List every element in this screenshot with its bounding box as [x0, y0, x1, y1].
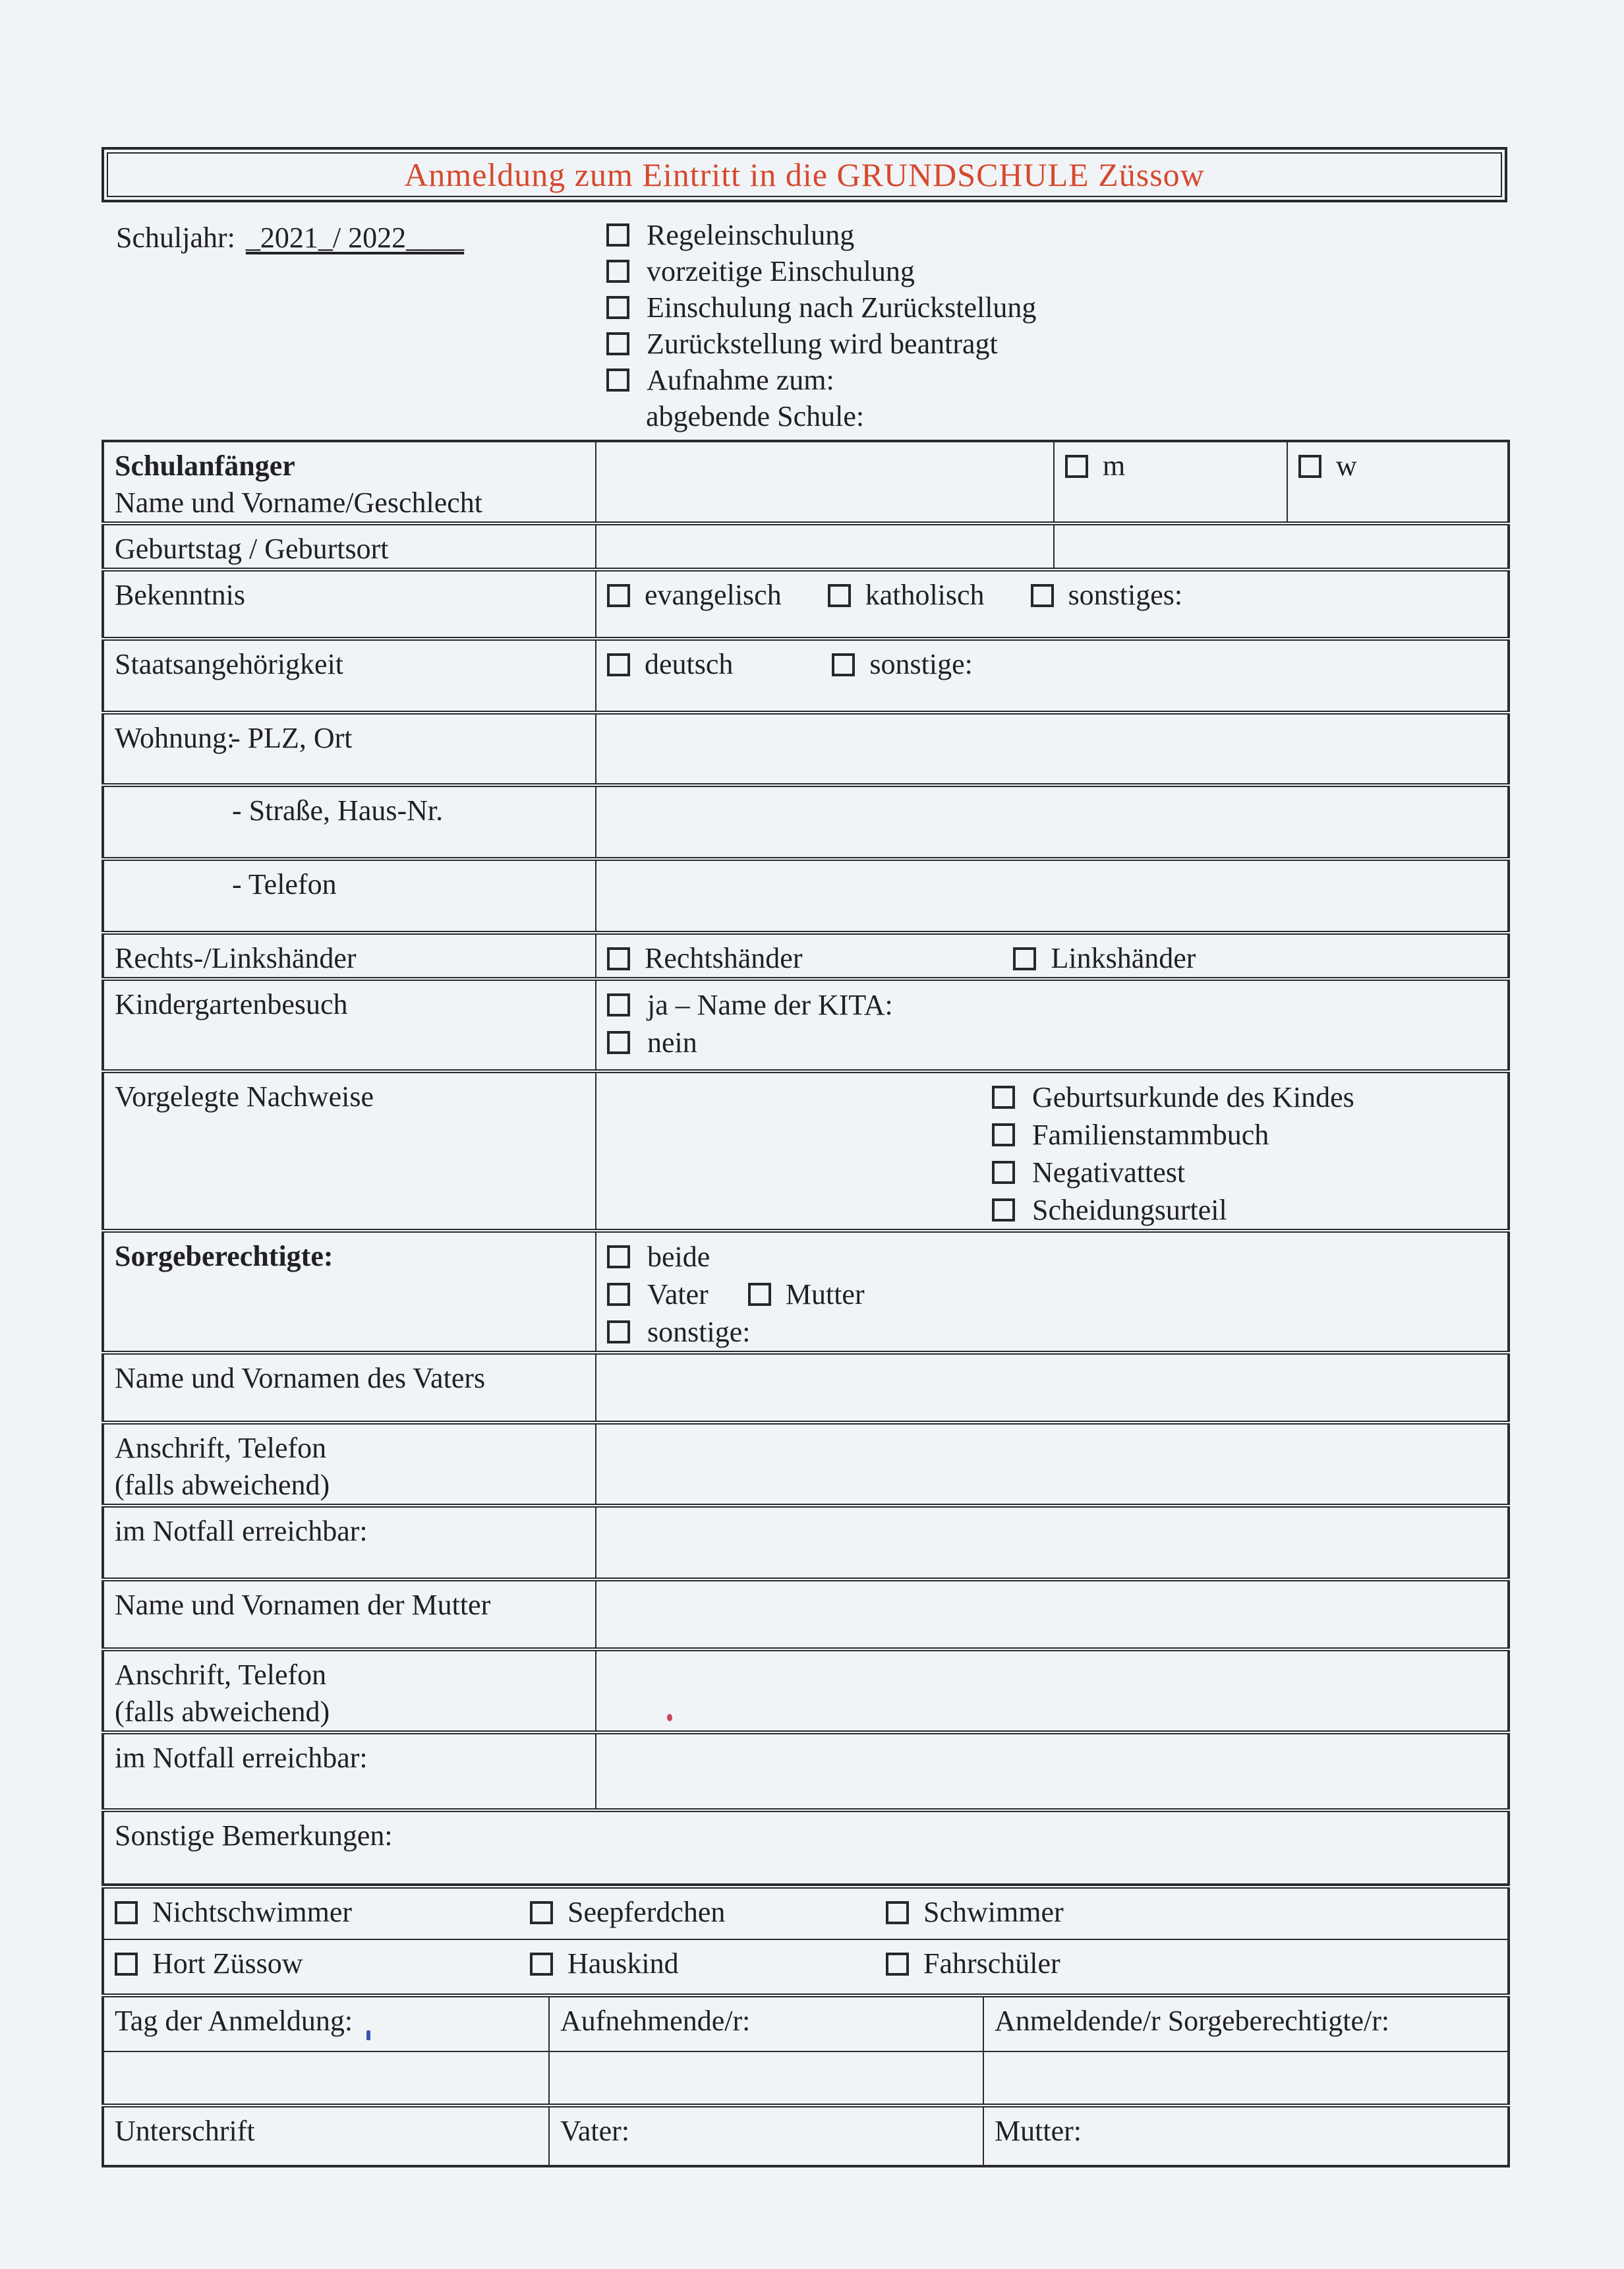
option-label: nein: [647, 1026, 697, 1059]
input-cell-telefon[interactable]: [596, 859, 1509, 933]
wohnung-label: Wohnung:: [115, 722, 235, 754]
sorgeberechtigte-label-cell: Sorgeberechtigte:: [103, 1231, 596, 1353]
option-sonstige-sorge: [607, 1313, 1503, 1351]
option-label: Einschulung nach Zurückstellung: [647, 291, 1037, 324]
option-label: Mutter: [785, 1278, 865, 1311]
input-cell-geburtsort[interactable]: [1054, 523, 1509, 570]
anmeldende-cell: Anmeldende/r Sorgeberechtigte/r:: [983, 1995, 1509, 2051]
gender-female-cell: [1287, 441, 1509, 523]
input-cell-anmeldende[interactable]: [983, 2051, 1509, 2106]
unterschrift-label-cell: Unterschrift: [103, 2106, 549, 2166]
row-staatsangehoerigkeit: [103, 639, 1509, 713]
row-anschrift-mutter: [103, 1649, 1509, 1732]
sorgeberechtigte-options-cell: [596, 1231, 1509, 1353]
checkbox-icon[interactable]: [992, 1123, 1015, 1146]
anschrift-mutter-label-cell: [103, 1649, 596, 1732]
option-nichtschwimmer: [115, 1894, 530, 1931]
option-hauskind: [530, 1945, 886, 1982]
schwimmen-options-cell: [103, 1887, 1509, 1939]
checkbox-icon[interactable]: [1065, 455, 1088, 478]
wohnung-strasse-label-cell: [103, 785, 596, 859]
unterschrift-vater-cell[interactable]: Vater:: [549, 2106, 983, 2166]
mutter-name-label-cell: Name und Vornamen der Mutter: [103, 1579, 596, 1649]
wohnung-strasse-label: - Straße, Haus-Nr.: [232, 794, 444, 827]
gender-male-cell: [1054, 441, 1287, 523]
checkbox-icon[interactable]: [530, 1953, 553, 1976]
checkbox-icon[interactable]: [607, 993, 630, 1017]
option-beide: [607, 1238, 1503, 1276]
option-label: evangelisch: [645, 579, 782, 611]
row-geburtstag: [103, 523, 1509, 570]
row-vater-name: [103, 1353, 1509, 1423]
checkbox-icon[interactable]: [992, 1198, 1015, 1222]
checkbox-icon[interactable]: [606, 332, 629, 355]
row-notfall-mutter: [103, 1732, 1509, 1810]
schuljahr-section: [102, 217, 1507, 434]
checkbox-icon[interactable]: [828, 584, 851, 607]
input-cell-geburtstag[interactable]: [596, 523, 1054, 570]
option-aufnahme-zum: [606, 362, 1507, 398]
checkbox-icon[interactable]: [886, 1953, 909, 1976]
checkbox-icon[interactable]: [607, 584, 630, 607]
option-fahrschueler: [886, 1945, 1060, 1982]
row-schwimmen: [103, 1887, 1509, 1939]
option-female: [1298, 448, 1357, 485]
scan-speck: [667, 1714, 672, 1721]
option-label: beide: [647, 1240, 710, 1273]
bemerkungen-label: Sonstige Bemerkungen:: [115, 1819, 393, 1852]
tag-der-anmeldung-cell: Tag der Anmeldung:: [103, 1995, 549, 2051]
abgebende-schule-line: [606, 398, 1507, 434]
option-sonstige-staatsangehoerigkeit: [832, 646, 972, 683]
checkbox-icon[interactable]: [115, 1953, 138, 1976]
checkbox-icon[interactable]: [607, 1320, 630, 1343]
option-label: sonstige:: [869, 648, 973, 680]
row-wohnung-plz: [103, 713, 1509, 785]
checkbox-icon[interactable]: [1013, 947, 1036, 970]
abgebende-schule-label: abgebende Schule:: [646, 400, 865, 432]
option-label: katholisch: [865, 579, 985, 611]
option-vater-mutter-line: [607, 1276, 1503, 1313]
row-nachweise: [103, 1071, 1509, 1231]
option-scheidungsurteil: [992, 1191, 1503, 1229]
checkbox-icon[interactable]: [992, 1086, 1015, 1109]
row-mutter-name: [103, 1579, 1509, 1649]
option-einschulung-nach-zurueckstellung: [606, 289, 1507, 326]
nachweise-label-cell: Vorgelegte Nachweise: [103, 1071, 596, 1231]
option-zurueckstellung-beantragt: [606, 326, 1507, 362]
wohnung-telefon-label: - Telefon: [232, 868, 337, 900]
row-bemerkungen: [103, 1810, 1509, 1884]
row-anmeldung: [103, 1995, 1509, 2051]
row-anschrift-vater: [103, 1423, 1509, 1506]
haendigkeit-options-cell: [596, 933, 1509, 979]
input-cell-vater-name[interactable]: [596, 1353, 1509, 1423]
option-label: Linkshänder: [1051, 942, 1196, 974]
staatsangehoerigkeit-options-cell: [596, 639, 1509, 713]
option-schwimmer: [886, 1894, 1064, 1931]
option-label: deutsch: [645, 648, 734, 680]
scan-speck: [366, 2030, 370, 2040]
option-label: Fahrschüler: [923, 1947, 1060, 1980]
row-wohnung-telefon: [103, 859, 1509, 933]
option-label: Geburtsurkunde des Kindes: [1032, 1080, 1354, 1113]
option-label: ja – Name der KITA:: [647, 988, 893, 1021]
unterschrift-mutter-cell[interactable]: Mutter:: [983, 2106, 1509, 2166]
option-kita-nein: [607, 1024, 1503, 1061]
option-rechtshaender: [607, 940, 802, 977]
input-cell-anschrift-vater[interactable]: [596, 1423, 1509, 1506]
kindergarten-options-cell: [596, 979, 1509, 1071]
input-cell-mutter-name[interactable]: [596, 1579, 1509, 1649]
checkbox-icon[interactable]: [607, 1031, 630, 1054]
option-label: m: [1103, 450, 1126, 482]
row-bekenntnis: [103, 570, 1509, 639]
input-cell-aufnehmende[interactable]: [549, 2051, 983, 2106]
row-schulanfaenger: [103, 441, 1509, 523]
option-negativattest: [992, 1154, 1503, 1191]
option-label: Rechtshänder: [645, 942, 803, 974]
checkbox-icon[interactable]: [832, 653, 855, 676]
option-seepferdchen: [530, 1894, 886, 1931]
checkbox-icon[interactable]: [606, 368, 629, 392]
kindergarten-label-cell: Kindergartenbesuch: [103, 979, 596, 1071]
option-mutter: [748, 1276, 865, 1313]
option-evangelisch: [607, 577, 782, 614]
schulanfaenger-title: Schulanfänger: [115, 450, 295, 482]
input-cell-tag[interactable]: [103, 2051, 549, 2106]
row-notfall-vater: [103, 1506, 1509, 1579]
geburtstag-label-cell: Geburtstag / Geburtsort: [103, 523, 596, 570]
row-sorgeberechtigte: [103, 1231, 1509, 1353]
option-label: Hauskind: [567, 1947, 679, 1980]
anschrift-label: Anschrift, Telefon: [115, 1659, 327, 1691]
option-label: Regeleinschulung: [647, 219, 855, 251]
row-haendigkeit: [103, 933, 1509, 979]
option-geburtsurkunde: [992, 1078, 1503, 1116]
option-label: Familienstammbuch: [1032, 1118, 1269, 1151]
checkbox-icon[interactable]: [530, 1901, 553, 1924]
input-cell-notfall-mutter[interactable]: [596, 1732, 1509, 1810]
page-title: Anmeldung zum Eintritt in die GRUNDSCHULE Züssow: [404, 156, 1205, 193]
checkbox-icon[interactable]: [607, 1283, 630, 1306]
checkbox-icon[interactable]: [748, 1283, 771, 1306]
input-cell-name[interactable]: [596, 441, 1054, 523]
option-linkshaender: [1013, 940, 1196, 977]
row-wohnung-strasse: [103, 785, 1509, 859]
anschrift-label2: (falls abweichend): [115, 1695, 330, 1728]
bekenntnis-label-cell: Bekenntnis: [103, 570, 596, 639]
option-label: Zurückstellung wird beantragt: [647, 328, 998, 360]
option-vorzeitige-einschulung: [606, 253, 1507, 289]
row-betreuung: [103, 1939, 1509, 1995]
checkbox-icon[interactable]: [1031, 584, 1054, 607]
option-familienstammbuch: [992, 1116, 1503, 1154]
schulanfaenger-subtitle: Name und Vorname/Geschlecht: [115, 486, 482, 519]
nachweise-options-cell: [596, 1071, 1509, 1231]
form-title-box: [102, 147, 1507, 202]
bekenntnis-options-cell: [596, 570, 1509, 639]
checkbox-icon[interactable]: [607, 653, 630, 676]
option-katholisch: [828, 577, 985, 614]
option-label: sonstiges:: [1068, 579, 1183, 611]
option-kita-ja: [607, 986, 1503, 1024]
checkbox-icon[interactable]: [115, 1901, 138, 1924]
betreuung-options-cell: [103, 1939, 1509, 1995]
checkbox-icon[interactable]: [606, 260, 629, 283]
row-anmeldung-blank: [103, 2051, 1509, 2106]
checkbox-icon[interactable]: [607, 1245, 630, 1268]
wohnung-plz-label: - PLZ, Ort: [231, 722, 353, 754]
vater-name-label-cell: Name und Vornamen des Vaters: [103, 1353, 596, 1423]
option-hort-zuessow: [115, 1945, 530, 1982]
option-label: Negativattest: [1032, 1156, 1186, 1189]
staatsangehoerigkeit-label-cell: Staatsangehörigkeit: [103, 639, 596, 713]
bemerkungen-cell[interactable]: [103, 1810, 1509, 1884]
notfall-mutter-label-cell: im Notfall erreichbar:: [103, 1732, 596, 1810]
anschrift-label: Anschrift, Telefon: [115, 1432, 327, 1464]
option-label: Seepferdchen: [567, 1896, 726, 1928]
option-sonstiges: [1031, 577, 1183, 614]
aufnehmende-cell: Aufnehmende/r:: [549, 1995, 983, 2051]
checkbox-icon[interactable]: [606, 223, 629, 247]
option-label: Hort Züssow: [152, 1947, 303, 1980]
schuljahr-value[interactable]: _2021_/ 2022____: [245, 221, 465, 254]
input-cell-plz-ort[interactable]: [596, 713, 1509, 785]
checkbox-icon[interactable]: [607, 947, 630, 970]
option-label: w: [1336, 450, 1357, 482]
notfall-vater-label-cell: im Notfall erreichbar:: [103, 1506, 596, 1579]
input-cell-anschrift-mutter[interactable]: [596, 1649, 1509, 1732]
haendigkeit-label-cell: Rechts-/Linkshänder: [103, 933, 596, 979]
schulanfaenger-label-cell: [103, 441, 596, 523]
anschrift-vater-label-cell: [103, 1423, 596, 1506]
option-label: Scheidungsurteil: [1032, 1193, 1227, 1226]
option-label: Nichtschwimmer: [152, 1896, 353, 1928]
checkbox-icon[interactable]: [606, 296, 629, 319]
row-unterschrift: [103, 2106, 1509, 2166]
checkbox-icon[interactable]: [1298, 455, 1321, 478]
anschrift-label2: (falls abweichend): [115, 1469, 330, 1501]
option-label: Schwimmer: [923, 1896, 1064, 1928]
bottom-form-table: [102, 1885, 1510, 2167]
option-label: Vater: [647, 1278, 709, 1311]
option-label: Aufnahme zum:: [647, 364, 834, 396]
option-label: sonstige:: [647, 1315, 751, 1348]
input-cell-strasse[interactable]: [596, 785, 1509, 859]
option-label: vorzeitige Einschulung: [647, 255, 915, 287]
input-cell-notfall-vater[interactable]: [596, 1506, 1509, 1579]
schuljahr-label: Schuljahr:: [116, 221, 235, 254]
main-form-table: [102, 440, 1510, 1885]
wohnung-telefon-label-cell: [103, 859, 596, 933]
checkbox-icon[interactable]: [992, 1161, 1015, 1184]
wohnung-plz-label-cell: [103, 713, 596, 785]
option-deutsch: [607, 646, 733, 683]
checkbox-icon[interactable]: [886, 1901, 909, 1924]
option-regeleinschulung: [606, 217, 1507, 253]
row-kindergarten: [103, 979, 1509, 1071]
option-male: [1065, 448, 1125, 485]
